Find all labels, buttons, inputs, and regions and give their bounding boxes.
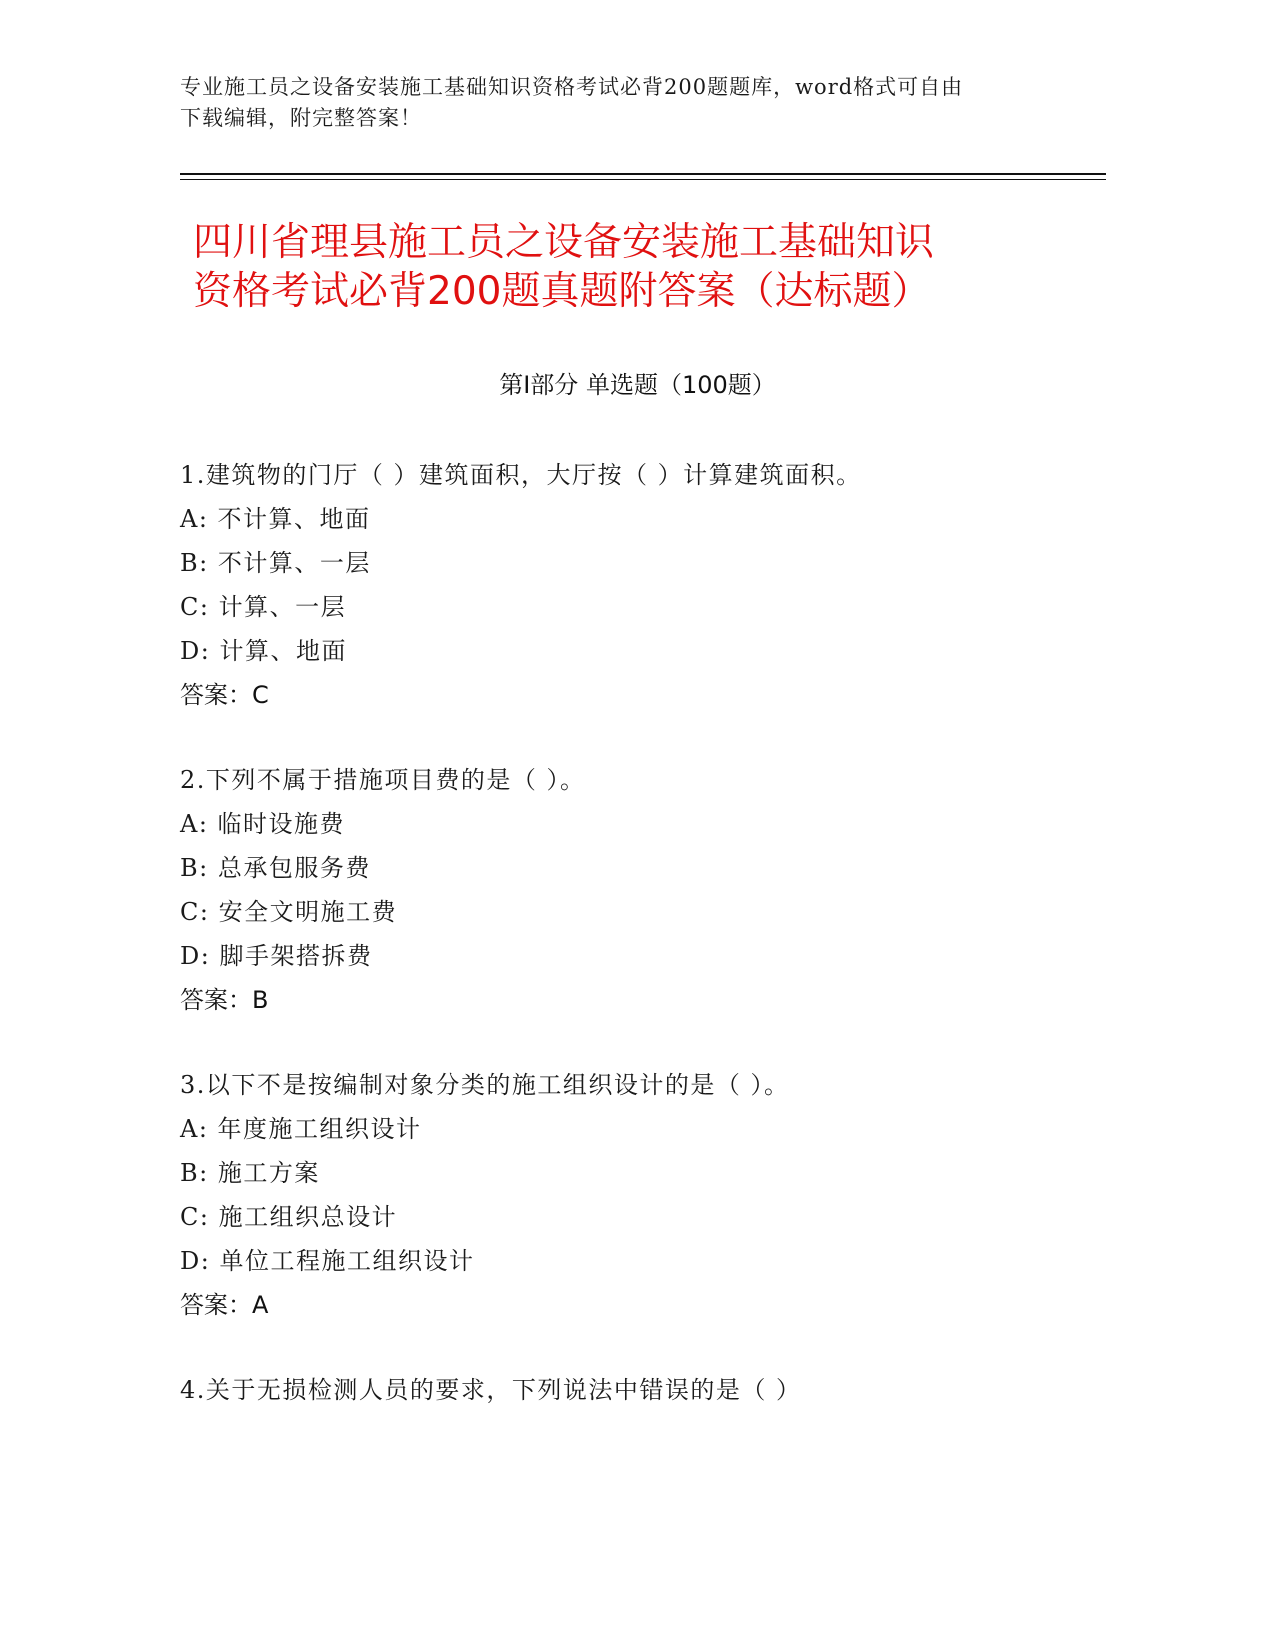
question-stem: 4.关于无损检测人员的要求，下列说法中错误的是（ ） — [180, 1376, 802, 1404]
option-d: D: 脚手架搭拆费 — [180, 942, 373, 970]
option-d: D: 单位工程施工组织设计 — [180, 1247, 475, 1275]
option-a: A: 临时设施费 — [180, 810, 346, 838]
option-b: B: 施工方案 — [180, 1159, 320, 1187]
answer: 答案：B — [180, 986, 269, 1014]
answer: 答案：A — [180, 1291, 269, 1319]
section-heading: 第Ⅰ部分 单选题（100题） — [499, 371, 776, 399]
intro-text — [180, 72, 1080, 134]
option-a: A: 不计算、地面 — [180, 505, 371, 533]
option-d: D: 计算、地面 — [180, 637, 347, 665]
question-stem: 1.建筑物的门厅（ ）建筑面积，大厅按（ ）计算建筑面积。 — [180, 461, 862, 489]
question-2 — [180, 758, 1140, 1022]
question-1 — [180, 453, 1140, 717]
option-c: C: 计算、一层 — [180, 593, 347, 621]
intro-line: 专业施工员之设备安装施工基础知识资格考试必背200题题库，word格式可自由 — [180, 75, 964, 99]
header-divider-thin — [180, 179, 1106, 180]
title-line: 资格考试必背200题真题附答案（达标题） — [193, 269, 931, 314]
option-b: B: 总承包服务费 — [180, 854, 371, 882]
question-stem: 2.下列不属于措施项目费的是（ ）。 — [180, 766, 586, 794]
document-title — [193, 218, 1093, 316]
option-c: C: 施工组织总设计 — [180, 1203, 398, 1231]
title-line: 四川省理县施工员之设备安装施工基础知识 — [193, 220, 935, 265]
intro-line: 下载编辑，附完整答案！ — [180, 106, 422, 130]
option-a: A: 年度施工组织设计 — [180, 1115, 422, 1143]
question-4 — [180, 1368, 1140, 1412]
question-3 — [180, 1063, 1140, 1327]
header-divider-thick — [180, 173, 1106, 175]
answer: 答案：C — [180, 681, 269, 709]
question-stem: 3.以下不是按编制对象分类的施工组织设计的是（ ）。 — [180, 1071, 790, 1099]
option-b: B: 不计算、一层 — [180, 549, 371, 577]
option-c: C: 安全文明施工费 — [180, 898, 398, 926]
